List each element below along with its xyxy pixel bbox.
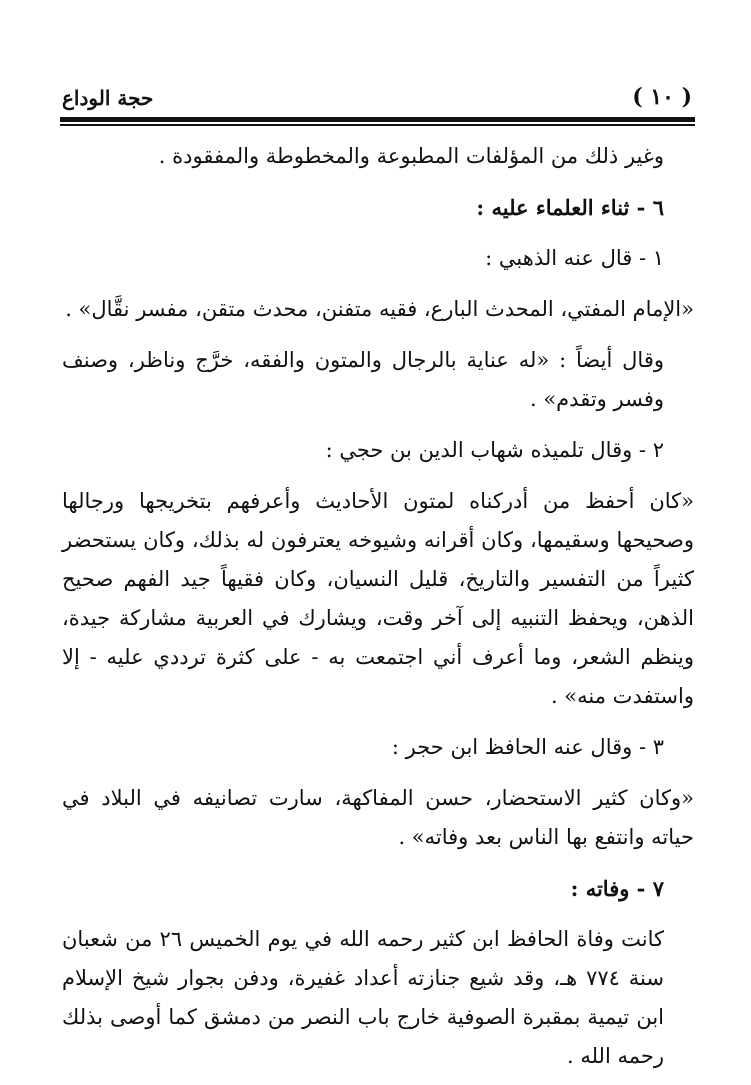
header-rule-thin — [60, 124, 695, 126]
quote-paragraph: «كان أحفظ من أدركناه لمتون الأحاديث وأعرفهم بتخريجها ورجالها وصحيحها وسقيمها، وكان أقرانه وشيوخه يعترفون له بذلك، وكان يستحضر كثيراً من التفسير والتاريخ، قليل النسيان، وكان فقيهاً جيد الفهم صحيح الذهن، ويحفظ التنبيه إلى آخر وقت، ويشارك في العربية مشاركة جيدة، وينظم الشعر، وما أعرف أني اجتمعت به - على كثرة ترددي عليه - إلا واستفدت منه» . — [62, 489, 694, 708]
quote-paragraph: وقال أيضاً : «له عناية بالرجال والمتون والفقه، خرَّج وناظر، وصنف وفسر وتقدم» . — [62, 348, 664, 411]
section-heading: ٧ - وفاته : — [570, 876, 664, 901]
subsection-label: ١ - قال عنه الذهبي : — [485, 246, 664, 270]
subsection-label: ٢ - وقال تلميذه شهاب الدين بن حجي : — [325, 438, 664, 462]
header-rule-thick — [60, 117, 695, 122]
page-number: ( ١٠ ) — [632, 84, 692, 110]
paragraph: وغير ذلك من المؤلفات المطبوعة والمخطوطة والمفقودة . — [158, 144, 664, 168]
section-heading: ٦ - ثناء العلماء عليه : — [476, 195, 664, 220]
paragraph: كانت وفاة الحافظ ابن كثير رحمه الله في يوم الخميس ٢٦ من شعبان سنة ٧٧٤ هـ، وقد شيع جنازته أعداد غفيرة، ودفن بجوار شيخ الإسلام ابن تيمية بمقبرة الصوفية خارج باب النصر من دمشق كما أوصى بذلك رحمه الله . — [62, 927, 664, 1068]
page-body — [62, 137, 694, 1076]
running-title: حجة الوداع — [62, 86, 154, 110]
quote-paragraph: «وكان كثير الاستحضار، حسن المفاكهة، سارت تصانيفه في البلاد في حياته وانتفع بها الناس بعد وفاته» . — [62, 786, 694, 849]
quote-paragraph: «الإمام المفتي، المحدث البارع، فقيه متفنن، محدث متقن، مفسر نقَّال» . — [65, 297, 694, 321]
subsection-label: ٣ - وقال عنه الحافظ ابن حجر : — [391, 735, 664, 759]
page-header — [62, 84, 692, 116]
